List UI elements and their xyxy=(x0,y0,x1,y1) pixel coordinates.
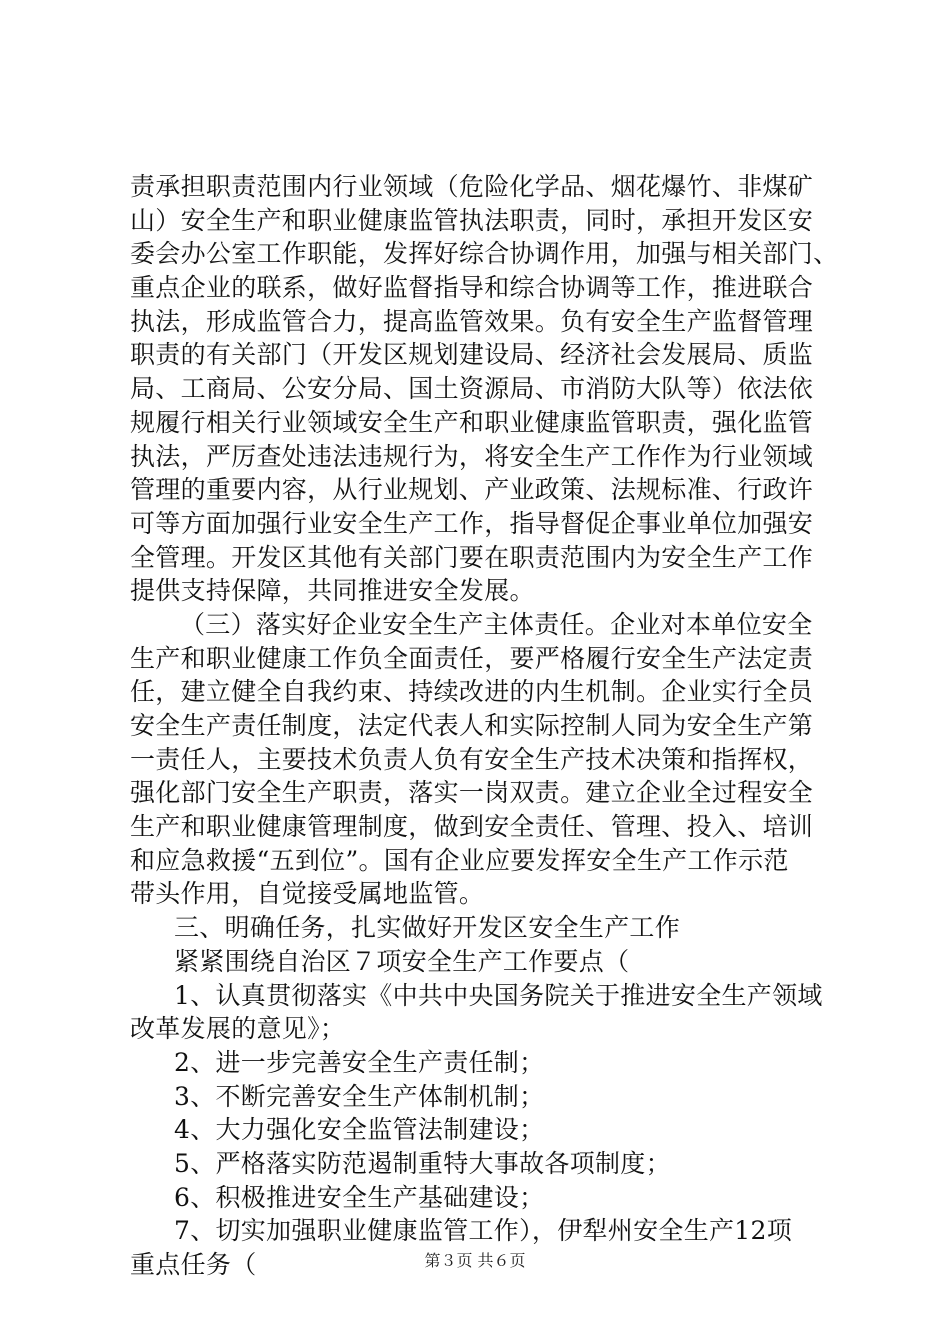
paragraph-start-line: 紧紧围绕自治区７项安全生产工作要点（ xyxy=(174,946,630,976)
text-line: 生产和职业健康管理制度，做到安全责任、管理、投入、培训 xyxy=(130,812,814,842)
text-line: 任，建立健全自我约束、持续改进的内生机制。企业实行全员 xyxy=(130,677,814,707)
list-item: 2、进一步完善安全生产责任制； xyxy=(174,1047,545,1077)
text-line: 生产和职业健康工作负全面责任，要严格履行安全生产法定责 xyxy=(130,643,814,673)
text-line: 重点企业的联系，做好监督指导和综合协调等工作，推进联合 xyxy=(130,273,814,303)
text-line: 一责任人，主要技术负责人负有安全生产技术决策和指挥权， xyxy=(130,744,814,774)
text-line: 执法，形成监管合力，提高监管效果。负有安全生产监督管理 xyxy=(130,306,814,336)
text-line: 安全生产责任制度，法定代表人和实际控制人同为安全生产第 xyxy=(130,711,814,740)
text-line: 委会办公室工作职能，发挥好综合协调作用，加强与相关部门、 xyxy=(130,239,839,269)
text-line: 责承担职责范围内行业领域（危险化学品、烟花爆竹、非煤矿 xyxy=(130,172,814,201)
list-item: 4、大力强化安全监管法制建设； xyxy=(174,1115,545,1145)
text-line: 和应急救援“五到位”。国有企业应要发挥安全生产工作示范 xyxy=(130,845,789,875)
section-heading: 三、明确任务，扎实做好开发区安全生产工作 xyxy=(174,913,681,943)
text-line: 改革发展的意见》； xyxy=(130,1014,346,1044)
list-item: 1、认真贯彻落实《中共中央国务院关于推进安全生产领域 xyxy=(174,980,823,1010)
text-line: 局、工商局、公安分局、国土资源局、市消防大队等）依法依 xyxy=(130,374,814,404)
list-item: 6、积极推进安全生产基础建设； xyxy=(174,1182,545,1212)
text-line: 带头作用，自觉接受属地监管。 xyxy=(130,879,485,909)
text-line: 执法，严厉查处违法违规行为，将安全生产工作作为行业领域 xyxy=(130,441,814,471)
text-line: 重点任务（ xyxy=(130,1250,257,1279)
text-line: 提供支持保障，共同推进安全发展。 xyxy=(130,576,535,606)
list-item: 7、切实加强职业健康监管工作），伊犁州安全生产12项 xyxy=(174,1216,793,1246)
document-body xyxy=(130,170,839,1282)
text-line: 职责的有关部门（开发区规划建设局、经济社会发展局、质监 xyxy=(130,340,814,370)
text-line: 规履行相关行业领域安全生产和职业健康监管职责，强化监管 xyxy=(130,407,814,437)
list-item: 3、不断完善安全生产体制机制； xyxy=(174,1081,545,1111)
paragraph-start-line: （三）落实好企业安全生产主体责任。企业对本单位安全 xyxy=(180,609,813,639)
list-item: 5、严格落实防范遏制重特大事故各项制度； xyxy=(174,1148,671,1178)
text-line: 山）安全生产和职业健康监管执法职责，同时，承担开发区安 xyxy=(130,205,814,235)
text-line: 全管理。开发区其他有关部门要在职责范围内为安全生产工作 xyxy=(130,542,814,572)
text-line: 强化部门安全生产职责，落实一岗双责。建立企业全过程安全 xyxy=(130,778,814,808)
text-line: 管理的重要内容，从行业规划、产业政策、法规标准、行政许 xyxy=(130,475,814,505)
page-number-footer: 第３页 共６页 xyxy=(424,1251,526,1270)
text-line: 可等方面加强行业安全生产工作，指导督促企事业单位加强安 xyxy=(130,508,814,538)
